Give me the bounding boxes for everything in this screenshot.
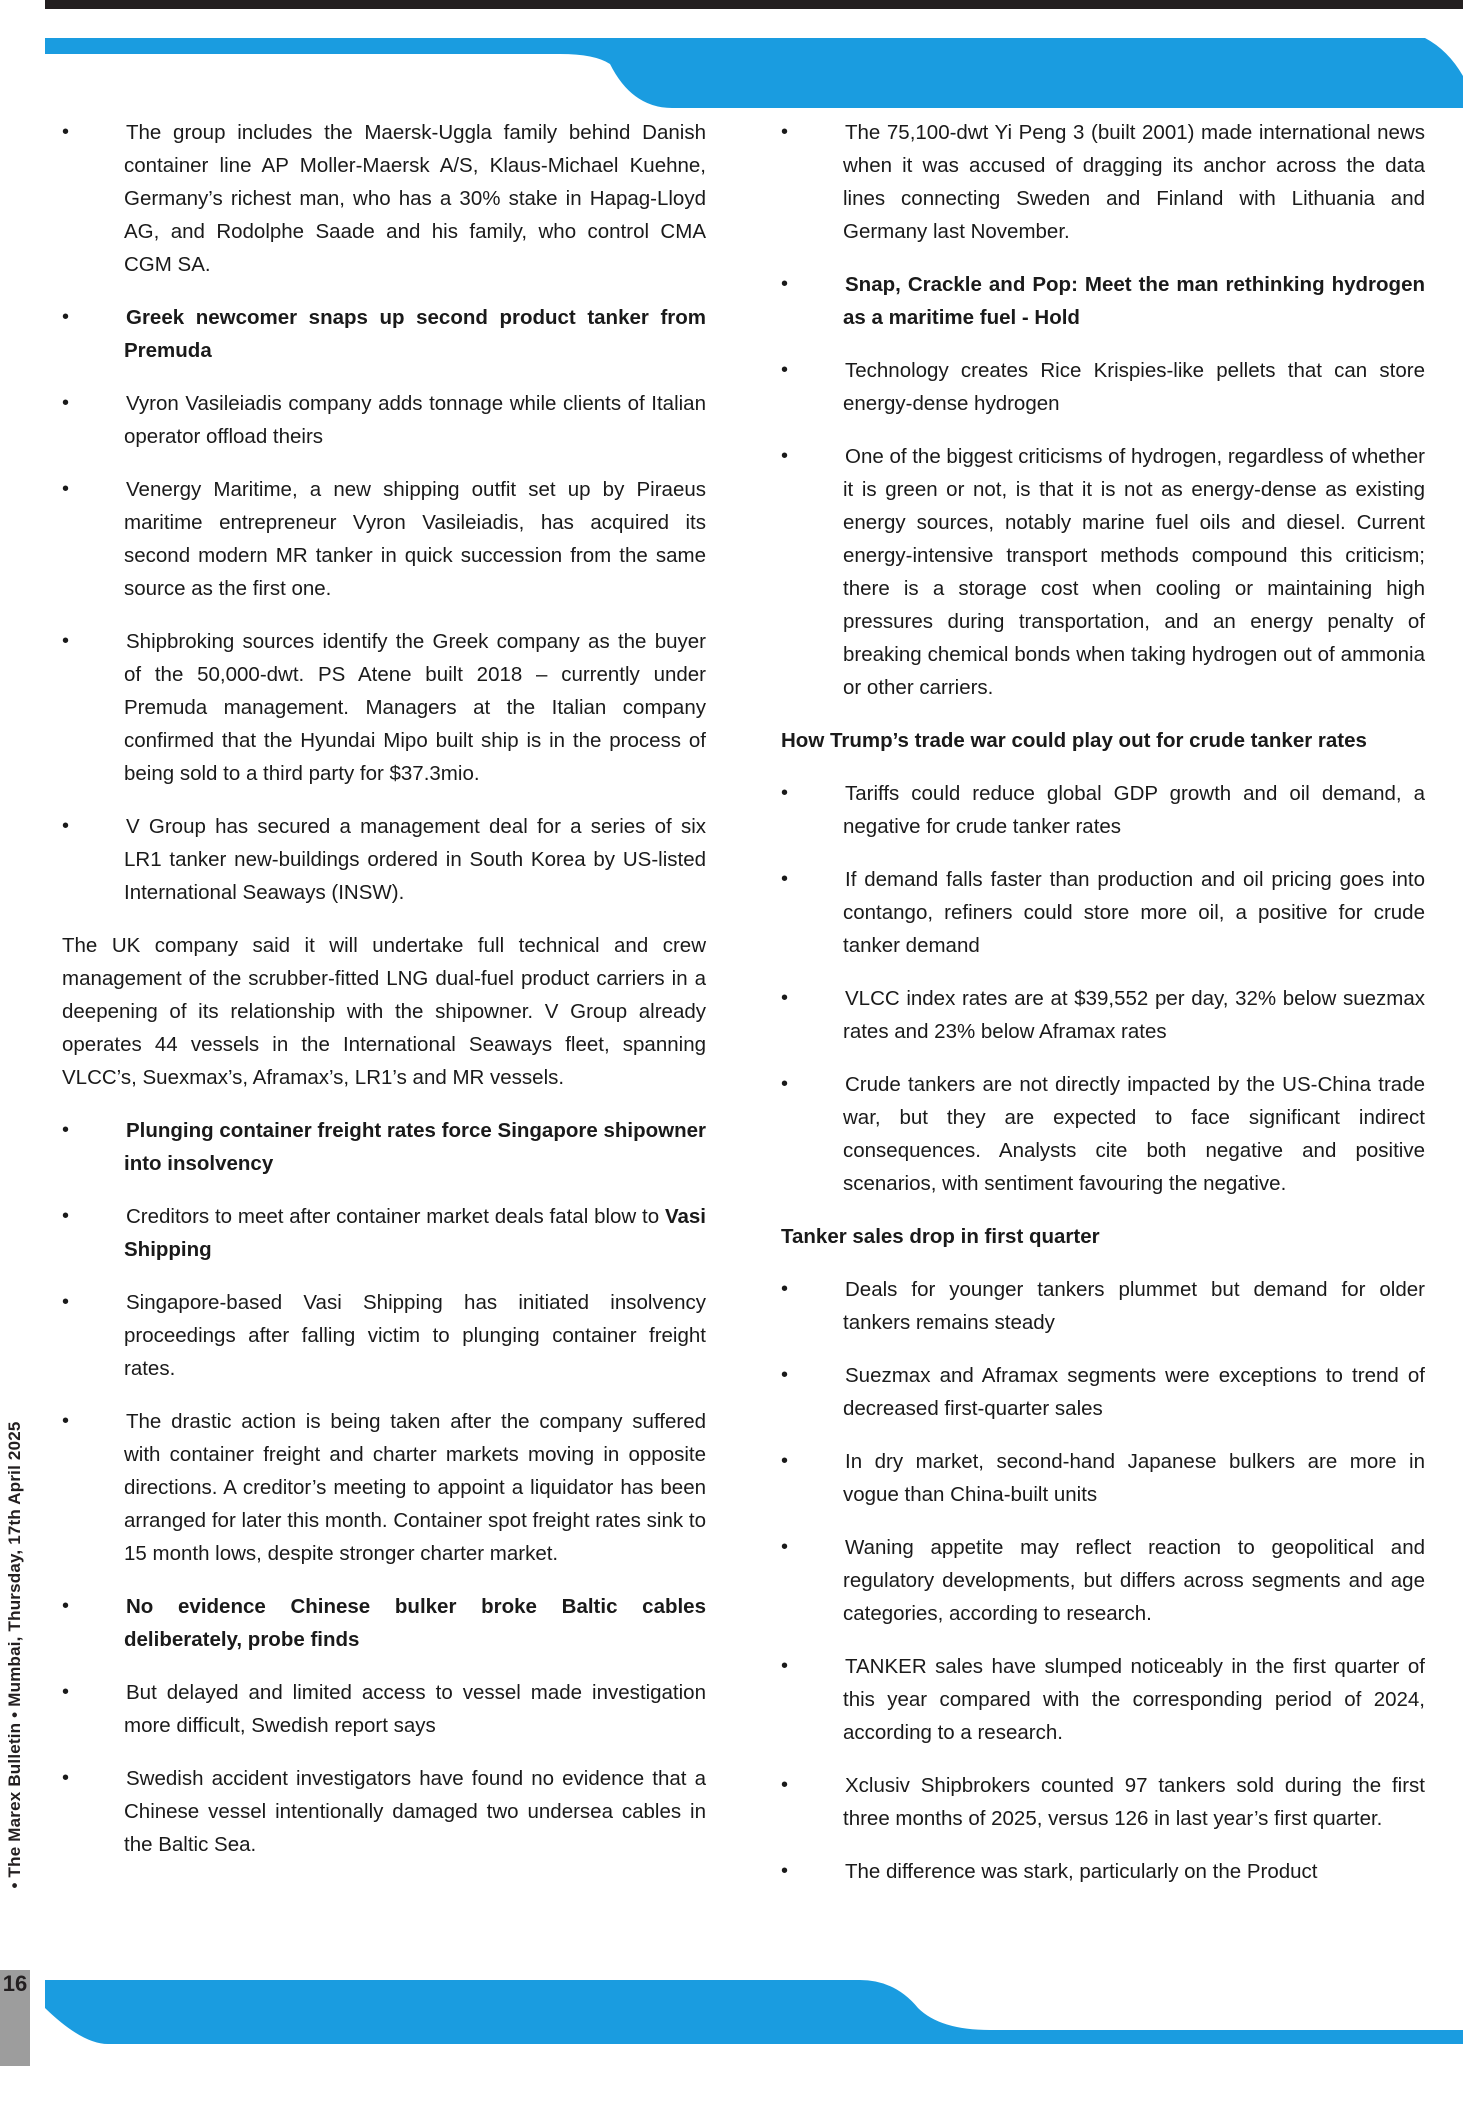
bullet-icon: • — [62, 630, 70, 652]
list-item — [781, 1769, 1425, 1835]
bullet-icon: • — [62, 815, 70, 837]
bullet-icon: • — [62, 1410, 70, 1432]
bullet-icon: • — [781, 1860, 789, 1882]
left-column — [62, 116, 706, 1881]
section-heading: How Trump’s trade war could play out for crude tanker rates — [781, 729, 1367, 752]
news-headline: Plunging container freight rates force Singapore shipowner into insolvency — [124, 1119, 706, 1175]
bullet-icon: • — [62, 121, 70, 143]
bullet-text: Suezmax and Aframax segments were exceptions to trend of decreased first-quarter sales — [843, 1364, 1425, 1420]
bullet-icon: • — [62, 306, 70, 328]
list-item — [62, 1405, 706, 1570]
list-item — [781, 1650, 1425, 1749]
bullet-text: Vyron Vasileiadis company adds tonnage while clients of Italian operator offload theirs — [124, 392, 706, 448]
bullet-icon: • — [62, 1119, 70, 1141]
bullet-icon: • — [781, 121, 789, 143]
list-item — [781, 268, 1425, 334]
list-item — [781, 777, 1425, 843]
bullet-text: Xclusiv Shipbrokers counted 97 tankers sold during the first three months of 2025, versus 126 in last year’s first quarter. — [843, 1774, 1425, 1830]
bullet-text: V Group has secured a management deal for a series of six LR1 tanker new-buildings ordered in South Korea by US-listed International Seaways (INSW). — [124, 815, 706, 904]
list-item — [781, 1068, 1425, 1200]
list-item — [781, 982, 1425, 1048]
bullet-text: One of the biggest criticisms of hydrogen, regardless of whether it is green or not, is that it is not as energy-dense as existing energy sources, notably marine fuel oils and diesel. Current energy-intensive transport methods compound this criticism; there is a storage cost when cooling or maintaining high pressures during transportation, and an energy penalty of breaking chemical bonds when taking hydrogen out of ammonia or other carriers. — [843, 445, 1425, 699]
list-item — [62, 625, 706, 790]
bullet-icon: • — [62, 1205, 70, 1227]
list-item — [62, 1286, 706, 1385]
top-wave-banner — [0, 38, 1463, 108]
list-item — [62, 387, 706, 453]
sidebar-publication-line: • The Marex Bulletin • Mumbai, Thursday, 17th April 2025 — [5, 1421, 24, 1889]
top-rule — [45, 0, 1463, 9]
bullet-text: Shipbroking sources identify the Greek company as the buyer of the 50,000-dwt. PS Atene built 2018 – currently under Premuda management. Managers at the Italian company confirmed that the Hyundai Mipo built ship is in the process of being sold to a third party for $37.3mio. — [124, 630, 706, 785]
list-item — [62, 1676, 706, 1742]
bullet-icon: • — [62, 478, 70, 500]
bullet-icon: • — [781, 273, 789, 295]
right-column — [781, 116, 1425, 1908]
list-item — [62, 301, 706, 367]
bullet-icon: • — [781, 782, 789, 804]
list-item — [781, 1855, 1425, 1888]
news-headline: No evidence Chinese bulker broke Baltic cables deliberately, probe finds — [124, 1595, 706, 1651]
list-item — [62, 810, 706, 909]
bullet-text: VLCC index rates are at $39,552 per day, 32% below suezmax rates and 23% below Aframax rates — [843, 987, 1425, 1043]
list-item — [62, 116, 706, 281]
bullet-text: If demand falls faster than production and oil pricing goes into contango, refiners could store more oil, a positive for crude tanker demand — [843, 868, 1425, 957]
bullet-text: TANKER sales have slumped noticeably in the first quarter of this year compared with the corresponding period of 2024, according to a research. — [843, 1655, 1425, 1744]
list-item — [781, 1445, 1425, 1511]
list-item — [62, 1114, 706, 1180]
list-item — [781, 1273, 1425, 1339]
bullet-icon: • — [781, 987, 789, 1009]
bullet-text: Technology creates Rice Krispies-like pellets that can store energy-dense hydrogen — [843, 359, 1425, 415]
list-item — [781, 863, 1425, 962]
bullet-text: Crude tankers are not directly impacted by the US-China trade war, but they are expected to face significant indirect consequences. Analysts cite both negative and positive scenarios, with sentiment favouring the negative. — [843, 1073, 1425, 1195]
bullet-text-plain: Creditors to meet after container market deals fatal blow to — [126, 1205, 665, 1228]
bullet-text: Waning appetite may reflect reaction to geopolitical and regulatory developments, but differs across segments and age categories, according to research. — [843, 1536, 1425, 1625]
bullet-icon: • — [781, 359, 789, 381]
bullet-text: Deals for younger tankers plummet but demand for older tankers remains steady — [843, 1278, 1425, 1334]
list-item — [62, 1762, 706, 1861]
page-number: 16 — [2, 1971, 28, 1996]
body-paragraph: The UK company said it will undertake full technical and crew management of the scrubber-fitted LNG dual-fuel product carriers in a deepening of its relationship with the shipowner. V Group already operates 44 vessels in the International Seaways fleet, spanning VLCC’s, Suexmax’s, Aframax’s, LR1’s and MR vessels. — [62, 934, 706, 1089]
sidebar — [0, 1421, 30, 1889]
bullet-icon: • — [781, 1774, 789, 1796]
bullet-text: Venergy Maritime, a new shipping outfit set up by Piraeus maritime entrepreneur Vyron Vasileiadis, has acquired its second modern MR tanker in quick succession from the same source as the first one. — [124, 478, 706, 600]
bullet-icon: • — [62, 1681, 70, 1703]
bullet-text: The group includes the Maersk-Uggla family behind Danish container line AP Moller-Maersk A/S, Klaus-Michael Kuehne, Germany’s richest man, who has a 30% stake in Hapag-Lloyd AG, and Rodolphe Saade and his family, who control CMA CGM SA. — [124, 121, 706, 276]
bullet-icon: • — [781, 868, 789, 890]
bullet-text: The 75,100-dwt Yi Peng 3 (built 2001) made international news when it was accused of dragging its anchor across the data lines connecting Sweden and Finland with Lithuania and Germany last November. — [843, 121, 1425, 243]
bullet-text: In dry market, second-hand Japanese bulkers are more in vogue than China-built units — [843, 1450, 1425, 1506]
list-item — [62, 1590, 706, 1656]
bullet-text — [124, 1200, 706, 1266]
bullet-text: Tariffs could reduce global GDP growth and oil demand, a negative for crude tanker rates — [843, 782, 1425, 838]
list-item — [781, 1359, 1425, 1425]
bullet-icon: • — [781, 1655, 789, 1677]
bullet-icon: • — [781, 1450, 789, 1472]
bullet-text: Singapore-based Vasi Shipping has initiated insolvency proceedings after falling victim to plunging container freight rates. — [124, 1291, 706, 1380]
bullet-icon: • — [781, 1536, 789, 1558]
bullet-text: But delayed and limited access to vessel made investigation more difficult, Swedish report says — [124, 1681, 706, 1737]
list-item — [62, 1200, 706, 1266]
bullet-text: The drastic action is being taken after the company suffered with container freight and charter markets moving in opposite directions. A creditor’s meeting to appoint a liquidator has been arranged for later this month. Container spot freight rates sink to 15 month lows, despite stronger charter market. — [124, 1410, 706, 1565]
list-item — [62, 473, 706, 605]
news-headline: Greek newcomer snaps up second product tanker from Premuda — [124, 306, 706, 362]
section-heading: Tanker sales drop in first quarter — [781, 1225, 1100, 1248]
list-item — [781, 116, 1425, 248]
bullet-text-bold: Vasi Shipping — [124, 1205, 706, 1261]
bullet-text: Swedish accident investigators have found no evidence that a Chinese vessel intentionally damaged two undersea cables in the Baltic Sea. — [124, 1767, 706, 1856]
list-item — [781, 1531, 1425, 1630]
bottom-wave-banner — [0, 1980, 1463, 2050]
bullet-icon: • — [62, 1291, 70, 1313]
bullet-icon: • — [781, 1073, 789, 1095]
bullet-text: The difference was stark, particularly on the Product — [845, 1860, 1318, 1883]
bullet-icon: • — [62, 392, 70, 414]
bullet-icon: • — [781, 1278, 789, 1300]
list-item — [781, 440, 1425, 704]
bullet-icon: • — [62, 1595, 70, 1617]
bullet-icon: • — [781, 1364, 789, 1386]
news-headline: Snap, Crackle and Pop: Meet the man rethinking hydrogen as a maritime fuel - Hold — [843, 273, 1425, 329]
bullet-icon: • — [62, 1767, 70, 1789]
bullet-icon: • — [781, 445, 789, 467]
list-item — [781, 354, 1425, 420]
